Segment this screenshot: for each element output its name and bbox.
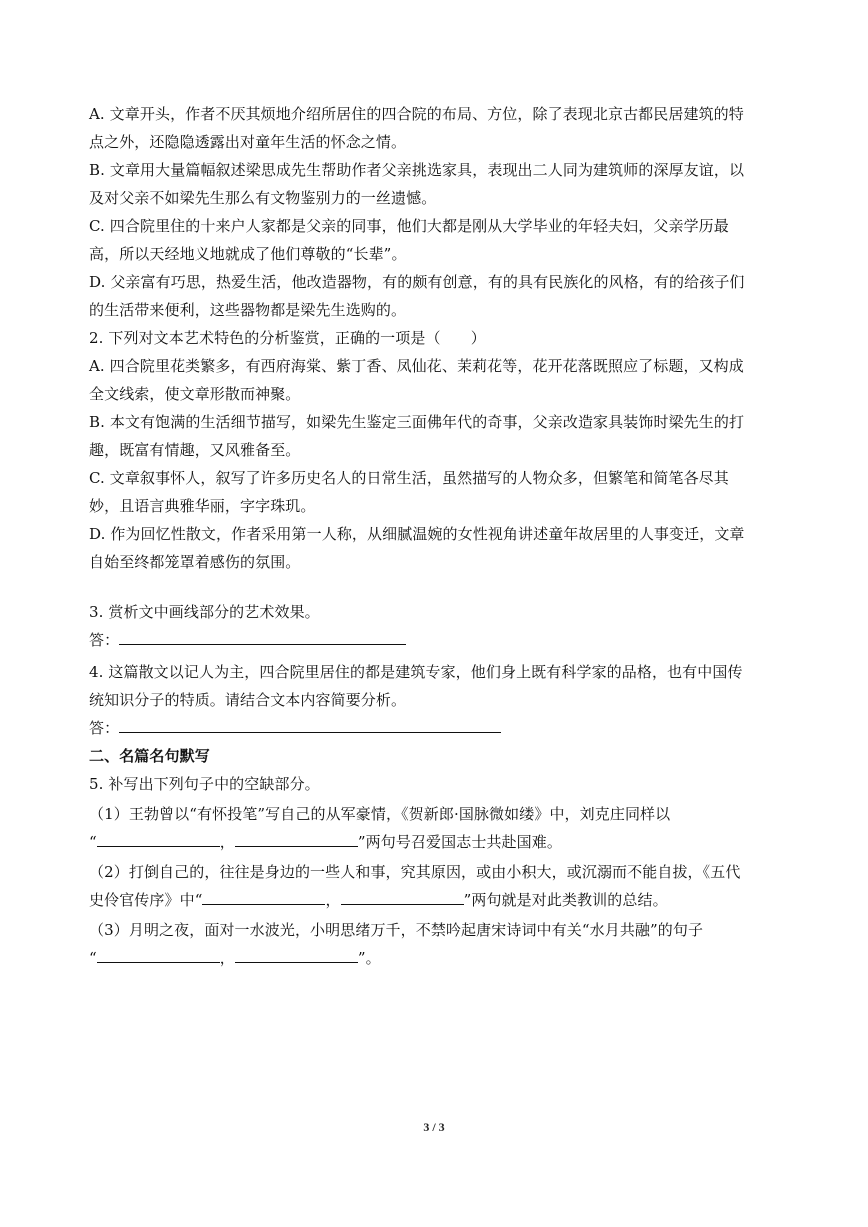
q1-option-b-line1: B. 文章用大量篇幅叙述梁思成先生帮助作者父亲挑选家具，表现出二人同为建筑师的深厚友谊，以 [89,161,745,179]
q1-option-c-line2: 高，所以天经地义地就成了他们尊敬的“长辈”。 [89,245,407,263]
q5-item3-blank-1[interactable] [97,946,220,963]
q1-option-b-line2: 及对父亲不如梁先生那么有文物鉴别力的一丝遗憾。 [89,189,437,207]
q2-stem: 2. 下列对文本艺术特色的分析鉴赏，正确的一项是（ ） [89,329,486,347]
q5-item1-blank-1[interactable] [97,830,220,847]
q3-answer-label: 答： [89,631,120,649]
q4-answer-line [89,716,789,740]
q5-item2-line1: （2）打倒自己的，往往是身边的一些人和事，究其原因，或由小积大，或沉溺而不能自拔，《五代 [89,863,741,881]
q5-item2-prefix: 史伶官传序》中“ [89,891,203,909]
q2-option-d-line2: 自始至终都笼罩着感伤的氛围。 [89,553,301,571]
q3-answer-line [89,628,789,652]
q1-option-d-line2: 的生活带来便利，这些器物都是梁先生选购的。 [89,301,407,319]
section-heading: 二、名篇名句默写 [89,747,210,765]
q2-option-b-line2: 趣，既富有情趣，又风雅备至。 [89,441,301,459]
q4-answer-label: 答： [89,719,120,737]
quote-open: “ [89,949,97,967]
q5-item3-blank-2[interactable] [235,946,358,963]
q2-option-a-line1: A. 四合院里花类繁多，有西府海棠、紫丁香、凤仙花、茉莉花等，花开花落既照应了标题，又构成 [89,357,744,375]
quote-open: “ [89,833,97,851]
comma: ， [219,833,235,851]
q2-option-a-line2: 全文线索，使文章形散而神聚。 [89,385,301,403]
q5-item1-line2 [89,830,789,854]
q2-option-d-line1: D. 作为回忆性散文，作者采用第一人称，从细腻温婉的女性视角讲述童年故居里的人事变迁，文章 [89,525,745,543]
q5-stem: 5. 补写出下列句子中的空缺部分。 [89,775,320,793]
comma: ， [325,891,341,909]
q5-item1-blank-2[interactable] [235,830,358,847]
q2-option-c-line2: 妙，且语言典雅华丽，字字珠玑。 [89,497,316,515]
q3-answer-blank[interactable] [119,628,406,645]
q5-item3-line2 [89,946,789,970]
q2-option-c-line1: C. 文章叙事怀人，叙写了许多历史名人的日常生活，虽然描写的人物众多，但繁笔和简笔各尽其 [89,469,729,487]
q5-item1-after: ”两句号召爱国志士共赴国难。 [357,833,562,851]
comma: ， [219,949,235,967]
q4-line1: 4. 这篇散文以记人为主，四合院里居住的都是建筑专家，他们身上既有科学家的品格，也有中国传 [89,663,743,681]
q1-option-a-line2: 点之外，还隐隐透露出对童年生活的怀念之情。 [89,133,407,151]
q5-item2-blank-2[interactable] [341,888,464,905]
q5-item3-after: ”。 [357,949,381,967]
q5-item2-line2 [89,888,789,912]
page-number: 3 / 3 [423,1120,445,1134]
q3-stem: 3. 赏析文中画线部分的艺术效果。 [89,603,320,621]
q5-item2-blank-1[interactable] [202,888,325,905]
q1-option-a-line1: A. 文章开头，作者不厌其烦地介绍所居住的四合院的布局、方位，除了表现北京古都民居建筑的特 [89,105,744,123]
q5-item1-line1: （1）王勃曾以“有怀投笔”写自己的从军豪情，《贺新郎·国脉微如缕》中，刘克庄同样以 [89,805,671,823]
q1-option-d-line1: D. 父亲富有巧思，热爱生活，他改造器物，有的颇有创意，有的具有民族化的风格，有的给孩子们 [89,273,745,291]
q1-option-c-line1: C. 四合院里住的十来户人家都是父亲的同事，他们大都是刚从大学毕业的年轻夫妇，父亲学历最 [89,217,729,235]
q4-line2: 统知识分子的特质。请结合文本内容简要分析。 [89,691,407,709]
q5-item3-line1: （3）月明之夜，面对一水波光，小明思绪万千，不禁吟起唐宋诗词中有关“水月共融”的句子 [89,921,704,939]
q2-option-b-line1: B. 本文有饱满的生活细节描写，如梁先生鉴定三面佛年代的奇事，父亲改造家具装饰时梁先生的打 [89,413,745,431]
q5-item2-after: ”两句就是对此类教训的总结。 [463,891,668,909]
q4-answer-blank[interactable] [119,716,501,733]
